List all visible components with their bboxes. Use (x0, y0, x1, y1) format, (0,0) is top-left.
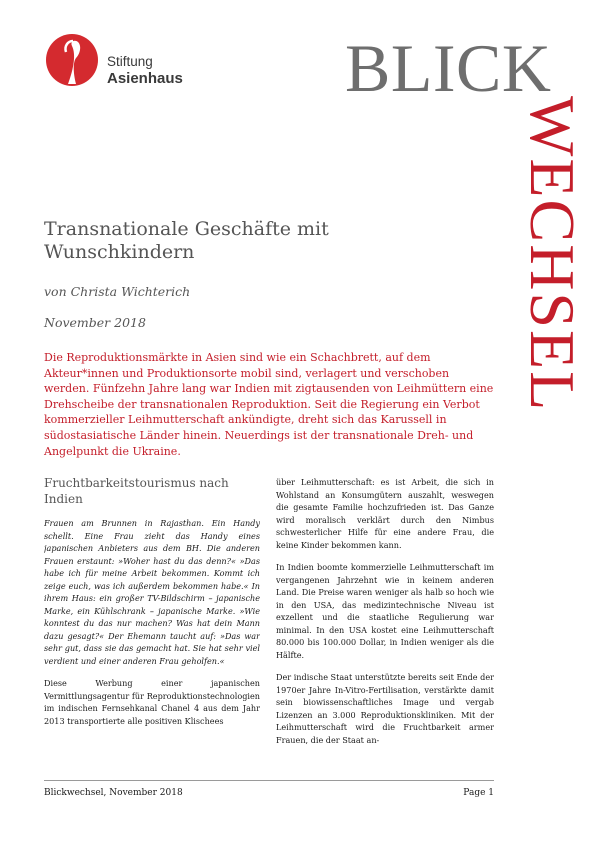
quote-paragraph: Frauen am Brunnen in Rajasthan. Ein Handy schellt. Eine Frau zieht das Handy eines japanischen Anbieters aus dem BH. Die anderen Frauen erstaunt: »Woher hast du das denn?« »Das habe ich für meine Arbeit bekommen. Kommt ich zeige euch, was ich außerdem bekommen habe.« In ihrem Haus: ein großer TV-Bildschirm – japanische Marke, ein Kühlschrank – japanische Marke. »Wie konntest du das nur machen? Was hat dein Mann dazu gesagt?« Der Ehemann taucht auf: »Das war sehr gut, dass sie das gemacht hat. Sie hat sehr viel verdient und einer anderen Frau geholfen.« (44, 518, 260, 666)
footer-divider (44, 780, 494, 781)
body-paragraph-1: Diese Werbung einer japanischen Vermittlungsagentur für Reproduktionstechnologien im indischen Fernsehkanal Chanel 4 aus dem Jahr 2013 transportierte alle positiven Klischees (44, 678, 260, 726)
section-heading: Fruchtbarkeitstourismus nach Indien (44, 476, 229, 506)
stiftung-asienhaus-logo (44, 32, 194, 92)
masthead-blick: BLICK (345, 30, 552, 106)
article-date: November 2018 (44, 315, 146, 330)
right-column (276, 476, 494, 776)
body-paragraph-2: über Leihmutterschaft: es ist Arbeit, die sich in Wohlstand an Konsumgütern auszahlt, weswegen die gesamte Familie hochzufrieden ist. Das Ganze wird moralisch verklärt durch den Nimbus schwesterlicher Hilfe für eine andere Frau, die keine Kinder bekommen kann. (276, 477, 494, 550)
lead-paragraph: Die Reproduktionsmärkte in Asien sind wie ein Schachbrett, auf dem Akteur*innen und Produktionsorte mobil sind, verlagert und verschoben werden. Fünfzehn Jahre lang war Indien mit zigtausenden von Leihmüttern eine Drehscheibe der transnationalen Reproduktion. Seit die Regierung ein Verbot kommerzieller Leihmutterschaft ankündigte, dreht sich das Karussell in südostasiatische Länder hinein. Neuerdings ist der transnationale Dreh- und Angelpunkt die Ukraine. (44, 351, 494, 458)
body-paragraph-3: In Indien boomte kommerzielle Leihmutterschaft im vergangenen Jahrzehnt wie in keinem anderen Land. Die Preise waren weniger als halb so hoch wie in den USA, das medizintechnische Niveau ist exzellent und die staatliche Regulierung war minimal. In den USA kostet eine Leihmutterschaft 80.000 bis 100.000 Dollar, in Indien weniger als die Hälfte. (276, 562, 494, 660)
logo-mark-icon (44, 32, 100, 88)
article-author: von Christa Wichterich (44, 284, 191, 299)
masthead-wechsel-vertical: WECHSEL (517, 96, 588, 413)
article-title: Transnationale Geschäfte mit Wunschkindern (44, 218, 329, 263)
footer-page-number: Page 1 (463, 788, 494, 798)
logo-text-asienhaus: Asienhaus (107, 70, 183, 87)
logo-text-stiftung: Stiftung (107, 54, 153, 69)
left-column (44, 476, 260, 776)
body-paragraph-4: Der indische Staat unterstützte bereits seit Ende der 1970er Jahre In-Vitro-Fertilisation, verstärkte damit sein biowissenschaftliches Image und vergab Lizenzen an 3.000 Reproduktionskliniken. Mit der Leihmutterschaft wird die Fruchtbarkeit armer Frauen, die der Staat an- (276, 672, 494, 745)
article-lead (44, 350, 496, 459)
footer-publication: Blickwechsel, November 2018 (44, 788, 183, 798)
